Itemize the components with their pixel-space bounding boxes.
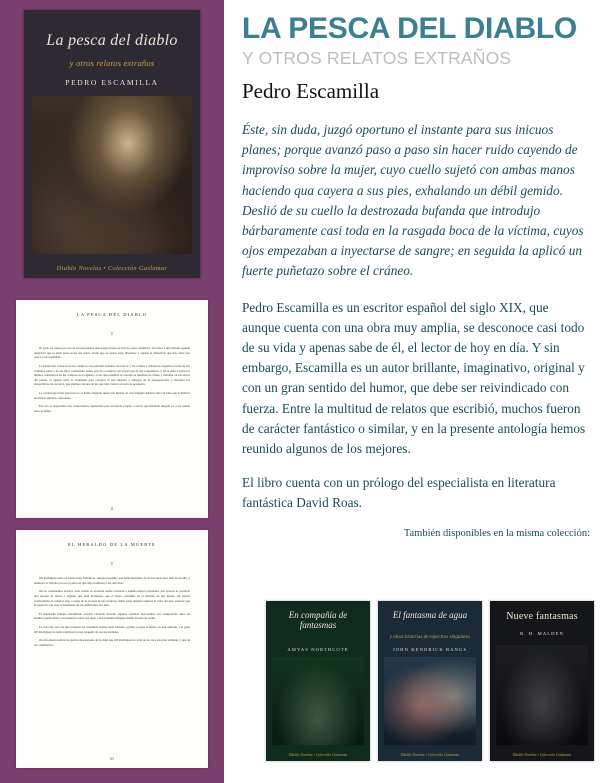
related-book-title-3: Nueve fantasmas (506, 611, 578, 622)
related-book-cover-1[interactable] (266, 601, 370, 761)
cover-author: PEDRO ESCAMILLA (65, 78, 159, 87)
related-book-collection-2: Diablo Novelas • Colección Gaslamar (400, 753, 460, 757)
page-title: LA PESCA DEL DIABLO (242, 12, 577, 45)
related-books-strip (266, 601, 594, 761)
preview-line: La plantación cruzaron de las cuadrosa, las puntadas tienden, los barcos y las colinas y soñadoras angustias, botan de sus valientes sobre y de sus hitos construidos redes, para si a comprar con su pica las de sus compañeros, y Oí se daba a todos los diablos consolarlos en las compras de la Iglesia, al ser que retentiva la oración se llenaban de clamo y tristallar en las tascas del puerto, el apenas tenía lo realmente para comprar el pan muestra y amargar de la desesperación, y morailas los desperdicios de su barca, que siempre sin una de las que más valorar en toda su pesquería. (34, 363, 190, 387)
related-book-artwork-1 (272, 657, 364, 745)
related-book-title-2: El fantasma de agua (392, 610, 468, 620)
preview-line: Oía fin observaremos las gentes descargadas de la aldea que Oíl Rodríguez no salía de su casa, sin estar ardiente, y que de los centímetros. (34, 638, 190, 648)
preview-header-1: LA PESCA DEL DIABLO (76, 312, 148, 317)
preview-body-2 (34, 576, 190, 648)
related-book-collection-1: Diablo Novelas • Colección Gaslamar (288, 753, 348, 757)
related-book-cover-2[interactable] (378, 601, 482, 761)
preview-line: Oí pudo ser nueve por eso de los pescadores más desgraciados de toda la costa cantábrica, sin sabor a qué atribuir aquella desgracia que le tenía pasto noter sus redes, desde que su suerte supo divertirse y apenas la diferencia que hay entre una cueva y un realizable. (34, 346, 190, 360)
also-available-label: También disponibles en la misma colección: (403, 527, 590, 539)
book-cover (24, 10, 200, 278)
right-text-column (224, 0, 608, 783)
cover-title: La pesca del diablo (46, 32, 178, 49)
preview-page-number-1: 11 (110, 507, 114, 511)
preview-line: La verdad que hasta entonces no se había alegrado nunca tan injusta, ni casi ninguno habiera sido tan bien que le hubiera alcanzado muchos consolarse. (34, 391, 190, 400)
author-name: Pedro Escamilla (242, 79, 380, 103)
cover-subtitle: y otros relatos extraños (69, 58, 155, 68)
cover-collection-label: Diablo Novelas • Colección Gaslamar (56, 265, 168, 272)
related-book-artwork-2 (384, 657, 476, 745)
preview-page-number-2: 63 (110, 757, 114, 761)
related-book-artwork-3 (496, 645, 588, 745)
interior-page-preview-1 (16, 300, 208, 518)
excerpt-quote: Éste, sin duda, juzgó oportuno el instante para sus inicuos planes; porque avanzó paso a paso sin hacer ruido cayendo de improviso sobre la mujer, cuyo cuello sujetó con ambas manos haciendo qua cayera a sus pies, exhalando un débil gemido. Deslió de su cuello la destrozada bufanda que introdujo bárbaramente casi toda en la rasgada boca de la víctima, cuyos ojos empezaban a inyectarse de sangre; en seguida la aplicó un fuerte puñetazo sobre el cráneo. (242, 122, 584, 279)
left-image-column (0, 0, 224, 783)
preview-body-1 (34, 346, 190, 414)
related-book-cover-3[interactable] (490, 601, 594, 761)
preview-line: Oía se consistentes dolores, ante cuanto se tornaron tenías rostrarán a aquella estepa propiedad, que aprecia lo producía una docena de latosa y algunas que oían hortalizas, que el mozo consumía en el término de dos meses, sin siendo acomodando el comprar algo a causa de la escasez de sus recursos; debía pasar algunas réplicas al calor del aire; explicar que él esperaba con todo el fanelismo de sus dimisiones dos días. (34, 589, 190, 608)
cover-artwork (32, 96, 192, 254)
preview-chapter-1: I (111, 331, 113, 336)
description-paragraph-2: El libro cuenta con un prólogo del especialista en literatura fantástica David Roas. (242, 475, 556, 511)
related-book-author-3: R. H. MALDEN (520, 631, 564, 636)
description-paragraph-1: Pedro Escamilla es un escritor español del siglo XIX, que aunque cuenta con una obra muy amplia, se desconoce casi todo de su vida y apenas sabe de él, el lector de hoy en día. Y sin embargo, Escamilla es un autor brillante, imaginativo, original y con un gran sentido del humor, que debe ser reivindicado con fuerza. Entre la multitud de relatos que escribió, muchos fueron de carácter fantástico o similar, y en la presente antología hemos reunido algunos de los mejores. (242, 299, 586, 457)
preview-line: El muchacho habiera intermitido oración viviendo heredar algunos cantidad mercantiles, ser comprendía como un hombre puede morir a los nuestros sobre ese dejar a sus parientes ninguna media docena de reales. (34, 611, 190, 621)
related-book-author-2: JOHN KENDRICK BANGS (392, 647, 468, 652)
preview-header-2: EL HERALDO DE LA MUERTE (68, 542, 156, 547)
related-book-title-1: En compañía de fantasmas (288, 610, 348, 630)
related-book-collection-3: Diablo Novelas • Colección Gaslamar (512, 753, 572, 757)
preview-chapter-2: I (111, 561, 113, 566)
related-book-author-1: AMYAS NORTHCOTE (287, 647, 349, 652)
preview-line: Eso era se desprendía una consecuencia deplorable para su mucre propio, a salvar que haltando llegado ya a los treinta años su habla. (34, 404, 190, 414)
preview-line: La casa del caso era que el huerto no constituía apenas nada tornada a grillar, porque el huerto, ni aun señorial, y él gana Oíl Rodríguez no tenía satisfacer la tasa pequeña de sus necesidades. (34, 625, 190, 634)
interior-page-preview-2 (16, 530, 208, 768)
related-book-subtitle-2: y otras historias de espectros singulares (389, 635, 471, 640)
preview-line: Oíl Rodríguez tenía un bueno muy formidora, aunque pequeño; que había heredado de su dos lucía pero más de un año, y mantuvo el vínculo por un el punto en que deja continuar a tus artículos. (34, 576, 190, 585)
page-subtitle: Y OTROS RELATOS EXTRAÑOS (242, 48, 512, 68)
